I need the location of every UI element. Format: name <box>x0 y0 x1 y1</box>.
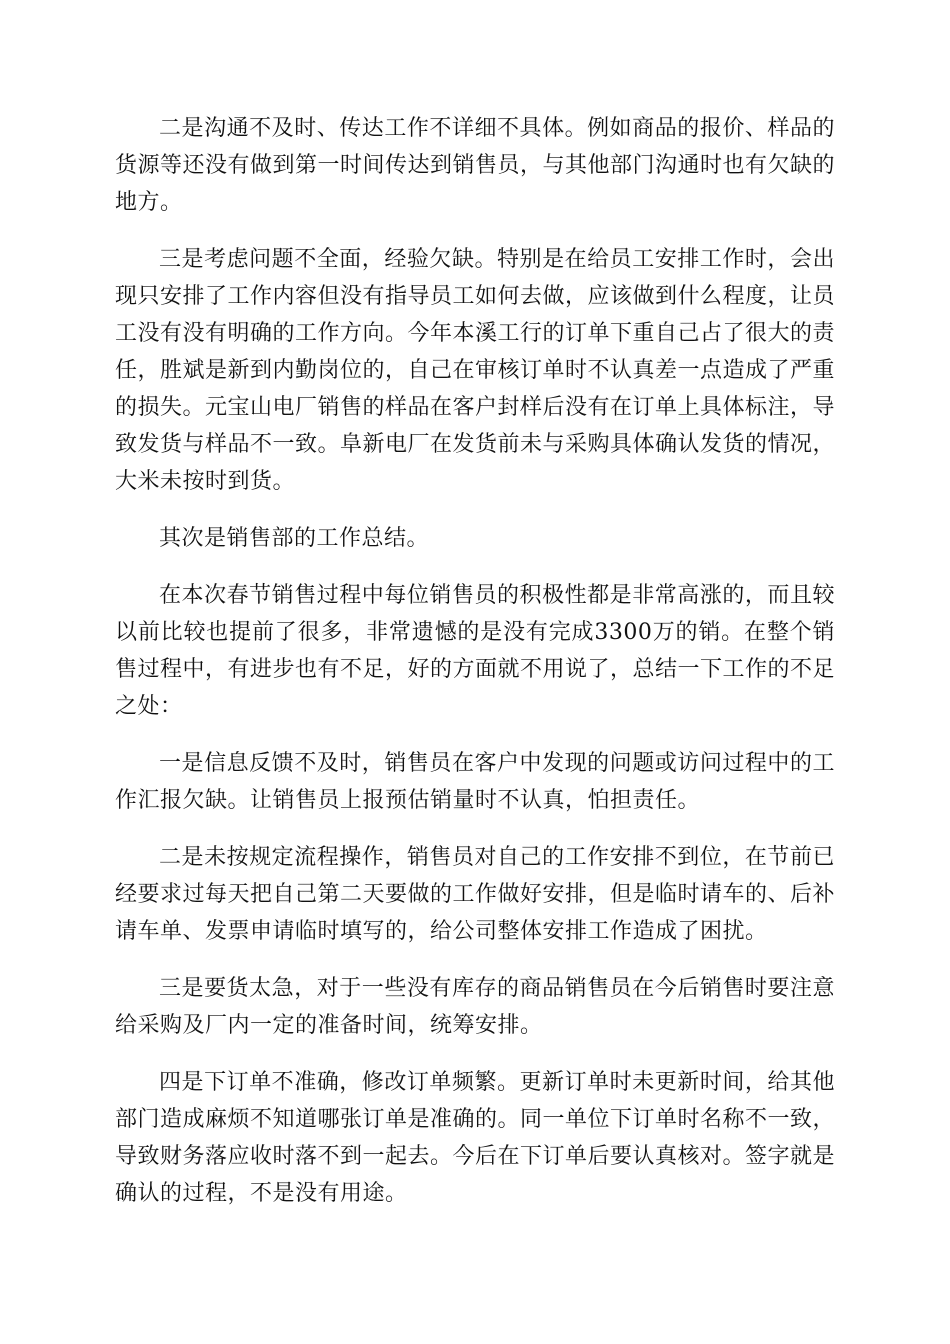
paragraph-sales-summary-heading: 其次是销售部的工作总结。 <box>159 526 430 551</box>
paragraph-feedback: 一是信息反馈不及时，销售员在客户中发现的问题或访问过程中的工作汇报欠缺。让销售员上报预估销量时不认真，怕担责任。 <box>115 751 835 813</box>
paragraph-consideration: 三是考虑问题不全面，经验欠缺。特别是在给员工安排工作时，会出现只安排了工作内容但没有指导员工如何去做，应该做到什么程度，让员工没有没有明确的工作方向。今年本溪工行的订单下重自己占了很大的责任，胜斌是新到内勤岗位的，自己在审核订单时不认真差一点造成了严重的损失。元宝山电厂销售的样品在客户封样后没有在订单上具体标注，导致发货与样品不一致。阜新电厂在发货前未与采购具体确认发货的情况，大米未按时到货。 <box>115 247 836 494</box>
paragraph-urgent-orders: 三是要货太急，对于一些没有库存的商品销售员在今后销售时要注意给采购及厂内一定的准备时间，统筹安排。 <box>115 976 835 1038</box>
document-page <box>115 110 835 1232</box>
paragraph-order-accuracy: 四是下订单不准确，修改订单频繁。更新订单时未更新时间，给其他部门造成麻烦不知道哪张订单是准确的。同一单位下订单时名称不一致，导致财务落应收时落不到一起去。今后在下订单后要认真核对。签字就是确认的过程，不是没有用途。 <box>115 1070 836 1206</box>
paragraph-process: 二是未按规定流程操作，销售员对自己的工作安排不到位，在节前已经要求过每天把自己第二天要做的工作做好安排，但是临时请车的、后补请车单、发票申请临时填写的，给公司整体安排工作造成了困扰。 <box>115 845 836 944</box>
paragraph-communication: 二是沟通不及时、传达工作不详细不具体。例如商品的报价、样品的货源等还没有做到第一时间传达到销售员，与其他部门沟通时也有欠缺的地方。 <box>115 116 836 215</box>
paragraph-spring-festival-sales: 在本次春节销售过程中每位销售员的积极性都是非常高涨的，而且较以前比较也提前了很多，非常遗憾的是没有完成3300万的销。在整个销售过程中，有进步也有不足，好的方面就不用说了，总结一下工作的不足之处： <box>115 583 836 719</box>
